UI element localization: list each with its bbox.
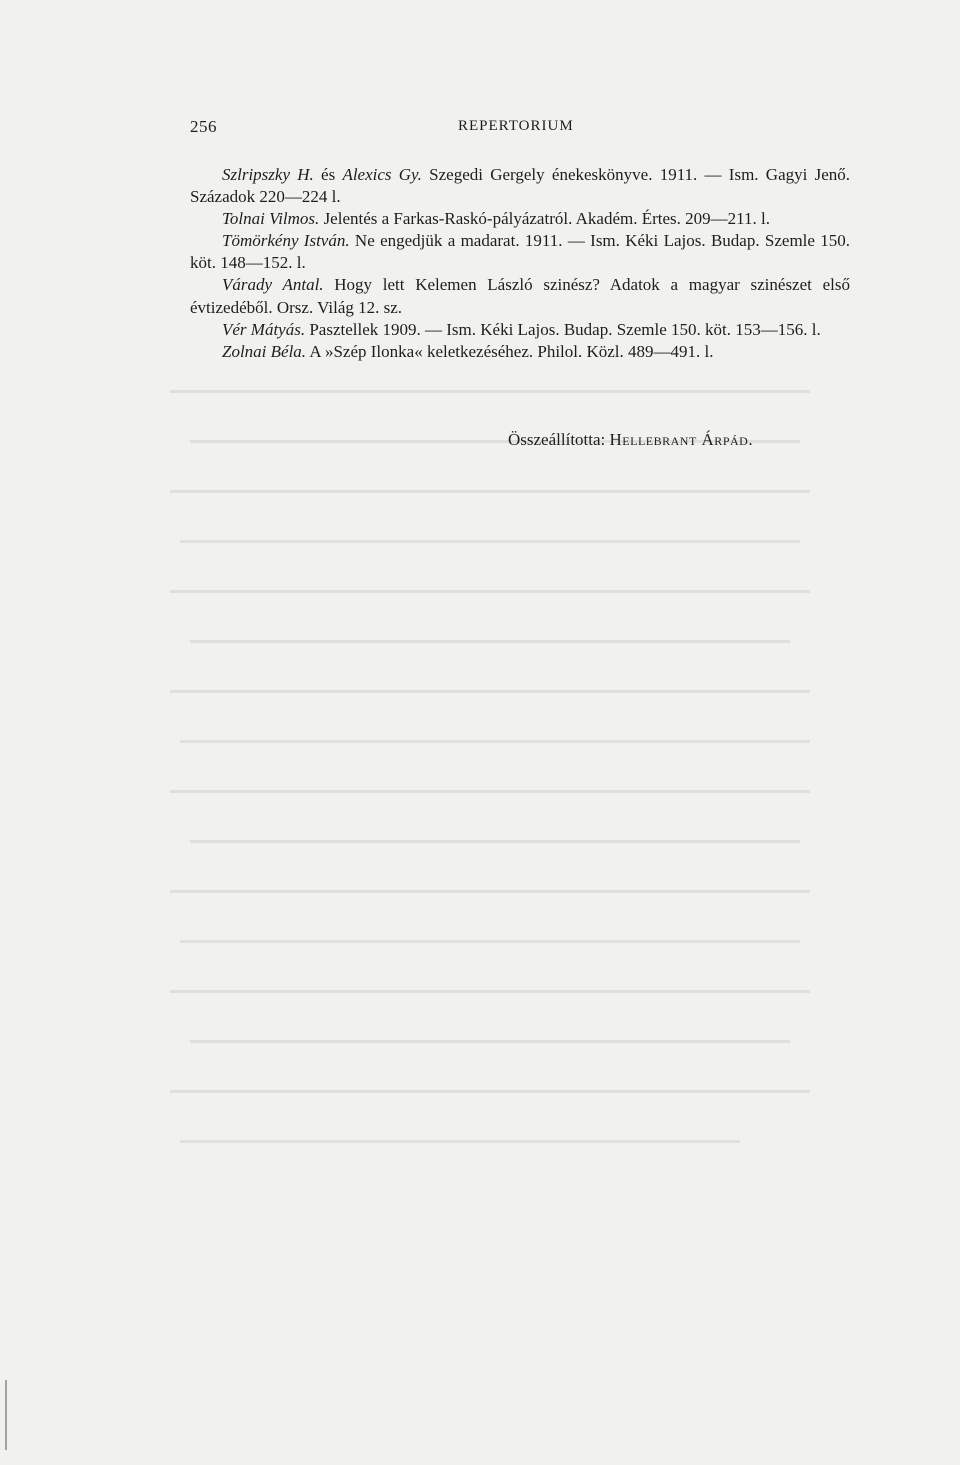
running-head-title: REPERTORIUM bbox=[458, 118, 574, 134]
entry-connector: és bbox=[313, 165, 343, 184]
entry-text: Ne engedjük a madarat. 1911. — Ism. Kéki Lajos. Budap. Szemle 150. köt. 148—152. l. bbox=[190, 231, 851, 273]
bibliography-entry bbox=[190, 230, 850, 274]
bibliography-entry bbox=[190, 208, 850, 230]
compiler-signature bbox=[508, 430, 753, 450]
entry-text: Hogy lett Kelemen László szinész? Adatok a magyar szinészet első évtizedéből. Orsz. Világ 12. sz. bbox=[190, 275, 850, 317]
bibliography-list bbox=[190, 164, 850, 363]
entry-author: Vér Mátyás. bbox=[222, 319, 306, 339]
entry-author: Zolnai Béla. bbox=[222, 341, 307, 361]
compiler-name: Hellebrant Árpád. bbox=[609, 430, 754, 449]
bibliography-entry bbox=[190, 164, 850, 208]
entry-text: A »Szép Ilonka« keletkezéséhez. Philol. Közl. 489—491. l. bbox=[306, 341, 714, 361]
signature-prefix: Összeállította: bbox=[508, 430, 610, 449]
page-number: 256 bbox=[190, 117, 217, 136]
bibliography-entry bbox=[190, 319, 850, 341]
entry-text: Pasztellek 1909. — Ism. Kéki Lajos. Budap. Szemle 150. köt. 153—156. l. bbox=[305, 319, 821, 339]
show-through-texture bbox=[150, 380, 850, 1180]
bibliography-entry bbox=[190, 274, 850, 318]
entry-text: Szegedi Gergely énekeskönyve. 1911. — Ism. Gagyi Jenő. Századok 220—224 l. bbox=[190, 165, 850, 207]
entry-author: Várady Antal. bbox=[222, 275, 324, 295]
margin-mark bbox=[5, 1380, 7, 1450]
entry-author: Alexics Gy. bbox=[342, 165, 422, 184]
bibliography-entry bbox=[190, 341, 850, 363]
entry-text: Jelentés a Farkas-Raskó-pályázatról. Akadém. Értes. 209—211. l. bbox=[319, 209, 771, 229]
entry-author: Tömörkény István. bbox=[222, 231, 350, 251]
running-head bbox=[190, 117, 850, 141]
entry-author: Szlripszky H. bbox=[222, 165, 314, 184]
entry-author: Tolnai Vilmos. bbox=[222, 209, 320, 229]
